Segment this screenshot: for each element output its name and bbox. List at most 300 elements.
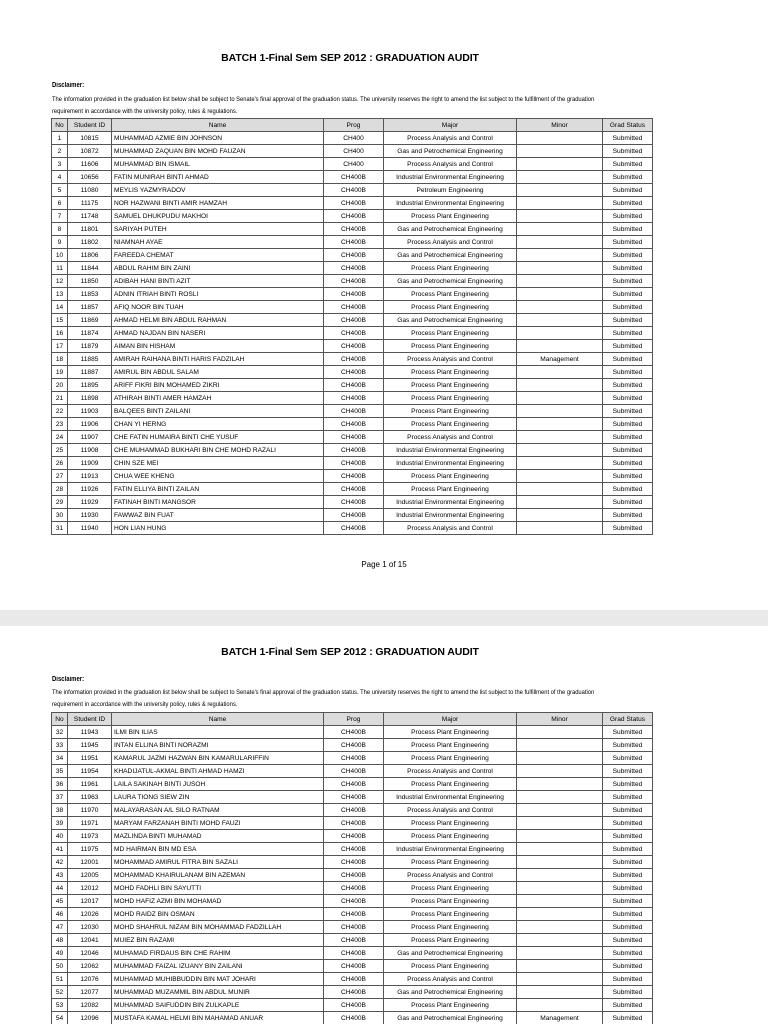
- cell-minor: [517, 470, 603, 483]
- cell-name: MALAYARASAN A/L SILO RATNAM: [112, 804, 324, 817]
- cell-grad-status: Submitted: [603, 197, 653, 210]
- table-row: [52, 340, 653, 353]
- cell-student-id: 12030: [68, 921, 112, 934]
- cell-prog: CH400B: [324, 960, 384, 973]
- cell-no: 43: [52, 869, 68, 882]
- cell-major: Process Plant Engineering: [384, 301, 517, 314]
- table-row: [52, 483, 653, 496]
- cell-minor: [517, 418, 603, 431]
- cell-minor: [517, 895, 603, 908]
- cell-no: 48: [52, 934, 68, 947]
- cell-major: Process Plant Engineering: [384, 752, 517, 765]
- cell-minor: [517, 509, 603, 522]
- cell-grad-status: Submitted: [603, 817, 653, 830]
- table-body: [52, 726, 653, 1024]
- table-row: [52, 444, 653, 457]
- cell-minor: [517, 934, 603, 947]
- table-row: [52, 934, 653, 947]
- table-row: [52, 366, 653, 379]
- cell-name: MOHD FADHLI BIN SAYUTTI: [112, 882, 324, 895]
- cell-no: 24: [52, 431, 68, 444]
- table-row: [52, 223, 653, 236]
- cell-grad-status: Submitted: [603, 522, 653, 535]
- cell-major: Gas and Petrochemical Engineering: [384, 1012, 517, 1024]
- cell-prog: CH400: [324, 158, 384, 171]
- cell-major: Process Plant Engineering: [384, 262, 517, 275]
- cell-grad-status: Submitted: [603, 934, 653, 947]
- cell-minor: [517, 986, 603, 999]
- cell-minor: [517, 960, 603, 973]
- cell-prog: CH400: [324, 145, 384, 158]
- cell-minor: Management: [517, 1012, 603, 1024]
- cell-no: 26: [52, 457, 68, 470]
- disclaimer-label: Disclaimer:: [52, 676, 85, 683]
- cell-no: 28: [52, 483, 68, 496]
- cell-prog: CH400B: [324, 947, 384, 960]
- cell-no: 49: [52, 947, 68, 960]
- cell-no: 9: [52, 236, 68, 249]
- cell-major: Process Analysis and Control: [384, 236, 517, 249]
- cell-major: Gas and Petrochemical Engineering: [384, 275, 517, 288]
- cell-prog: CH400B: [324, 392, 384, 405]
- cell-minor: [517, 457, 603, 470]
- cell-grad-status: Submitted: [603, 843, 653, 856]
- table-row: [52, 869, 653, 882]
- cell-prog: CH400B: [324, 353, 384, 366]
- cell-minor: [517, 947, 603, 960]
- cell-student-id: 12001: [68, 856, 112, 869]
- cell-no: 38: [52, 804, 68, 817]
- cell-major: Process Analysis and Control: [384, 353, 517, 366]
- table-row: [52, 392, 653, 405]
- table-body: [52, 132, 653, 535]
- cell-major: Industrial Environmental Engineering: [384, 197, 517, 210]
- cell-minor: [517, 171, 603, 184]
- cell-minor: [517, 739, 603, 752]
- cell-prog: CH400B: [324, 431, 384, 444]
- cell-prog: CH400B: [324, 856, 384, 869]
- cell-prog: CH400B: [324, 973, 384, 986]
- cell-student-id: 11869: [68, 314, 112, 327]
- cell-name: CHIN SZE MEI: [112, 457, 324, 470]
- cell-minor: [517, 223, 603, 236]
- cell-prog: CH400B: [324, 882, 384, 895]
- cell-no: 5: [52, 184, 68, 197]
- cell-student-id: 12077: [68, 986, 112, 999]
- cell-grad-status: Submitted: [603, 496, 653, 509]
- cell-student-id: 11943: [68, 726, 112, 739]
- table-row: [52, 327, 653, 340]
- cell-no: 29: [52, 496, 68, 509]
- cell-no: 10: [52, 249, 68, 262]
- cell-student-id: 12062: [68, 960, 112, 973]
- table-row: [52, 431, 653, 444]
- cell-minor: [517, 752, 603, 765]
- cell-prog: CH400B: [324, 184, 384, 197]
- table-row: [52, 921, 653, 934]
- cell-prog: CH400: [324, 132, 384, 145]
- cell-name: NIAMNAH AYAE: [112, 236, 324, 249]
- cell-grad-status: Submitted: [603, 470, 653, 483]
- cell-student-id: 11909: [68, 457, 112, 470]
- cell-no: 18: [52, 353, 68, 366]
- cell-major: Process Plant Engineering: [384, 856, 517, 869]
- cell-no: 8: [52, 223, 68, 236]
- table-row: [52, 145, 653, 158]
- cell-name: LAILA SAKINAH BINTI JUSOH: [112, 778, 324, 791]
- cell-major: Process Analysis and Control: [384, 522, 517, 535]
- cell-grad-status: Submitted: [603, 856, 653, 869]
- cell-name: MOHD RAIDZ BIN OSMAN: [112, 908, 324, 921]
- cell-student-id: 11971: [68, 817, 112, 830]
- table-row: [52, 726, 653, 739]
- cell-name: MUSTAFA KAMAL HELMI BIN MAHAMAD ANUAR: [112, 1012, 324, 1024]
- cell-minor: [517, 856, 603, 869]
- cell-grad-status: Submitted: [603, 405, 653, 418]
- cell-minor: [517, 392, 603, 405]
- table-row: [52, 947, 653, 960]
- cell-minor: [517, 882, 603, 895]
- cell-major: Process Plant Engineering: [384, 726, 517, 739]
- cell-prog: CH400B: [324, 522, 384, 535]
- cell-name: HON LIAN HUNG: [112, 522, 324, 535]
- cell-prog: CH400B: [324, 908, 384, 921]
- cell-student-id: 11887: [68, 366, 112, 379]
- cell-minor: [517, 843, 603, 856]
- cell-major: Process Analysis and Control: [384, 765, 517, 778]
- cell-name: MUHAMAD FIRDAUS BIN CHE RAHIM: [112, 947, 324, 960]
- table-row: [52, 171, 653, 184]
- cell-no: 13: [52, 288, 68, 301]
- cell-name: SARIYAH PUTEH: [112, 223, 324, 236]
- cell-no: 1: [52, 132, 68, 145]
- cell-minor: [517, 921, 603, 934]
- cell-name: MUHAMMAD AZMIE BIN JOHNSON: [112, 132, 324, 145]
- table-header-row: [52, 713, 653, 726]
- cell-minor: [517, 249, 603, 262]
- cell-student-id: 11874: [68, 327, 112, 340]
- cell-grad-status: Submitted: [603, 275, 653, 288]
- cell-no: 2: [52, 145, 68, 158]
- cell-no: 44: [52, 882, 68, 895]
- cell-name: BALQEES BINTI ZAILANI: [112, 405, 324, 418]
- cell-minor: [517, 804, 603, 817]
- cell-grad-status: Submitted: [603, 895, 653, 908]
- cell-name: CHE MUHAMMAD BUKHARI BIN CHE MOHD RAZALI: [112, 444, 324, 457]
- cell-name: CHAN YI HERNG: [112, 418, 324, 431]
- cell-grad-status: Submitted: [603, 457, 653, 470]
- cell-name: SAMUEL DHUKPUDU MAKHOI: [112, 210, 324, 223]
- cell-minor: [517, 483, 603, 496]
- cell-major: Industrial Environmental Engineering: [384, 171, 517, 184]
- table-row: [52, 895, 653, 908]
- disclaimer-line-1: The information provided in the graduation list below shall be subject to Senate's final approval of the graduation status. The university reserves the right to amend the list subject to the fulfillment of the graduation: [52, 96, 595, 103]
- cell-prog: CH400B: [324, 509, 384, 522]
- cell-prog: CH400B: [324, 275, 384, 288]
- cell-student-id: 11908: [68, 444, 112, 457]
- cell-name: MAZLINDA BINTI MUHAMAD: [112, 830, 324, 843]
- cell-student-id: 11963: [68, 791, 112, 804]
- cell-student-id: 11913: [68, 470, 112, 483]
- cell-prog: CH400B: [324, 262, 384, 275]
- column-header: Prog: [324, 119, 384, 132]
- cell-major: Process Plant Engineering: [384, 908, 517, 921]
- cell-student-id: 12005: [68, 869, 112, 882]
- cell-no: 21: [52, 392, 68, 405]
- cell-name: FATINAH BINTI MANGSOR: [112, 496, 324, 509]
- table-row: [52, 522, 653, 535]
- cell-grad-status: Submitted: [603, 314, 653, 327]
- cell-no: 33: [52, 739, 68, 752]
- cell-minor: [517, 197, 603, 210]
- cell-minor: [517, 830, 603, 843]
- cell-grad-status: Submitted: [603, 158, 653, 171]
- cell-student-id: 12012: [68, 882, 112, 895]
- cell-no: 30: [52, 509, 68, 522]
- cell-major: Gas and Petrochemical Engineering: [384, 145, 517, 158]
- cell-major: Process Plant Engineering: [384, 778, 517, 791]
- cell-grad-status: Submitted: [603, 431, 653, 444]
- cell-student-id: 11975: [68, 843, 112, 856]
- cell-student-id: 12026: [68, 908, 112, 921]
- cell-minor: [517, 791, 603, 804]
- column-header: Name: [112, 713, 324, 726]
- cell-student-id: 11926: [68, 483, 112, 496]
- table-row: [52, 236, 653, 249]
- cell-prog: CH400B: [324, 752, 384, 765]
- cell-name: AMIRAH RAIHANA BINTI HARIS FADZILAH: [112, 353, 324, 366]
- cell-student-id: 11898: [68, 392, 112, 405]
- table-row: [52, 973, 653, 986]
- cell-name: MOHD HAFIZ AZMI BIN MOHAMAD: [112, 895, 324, 908]
- cell-no: 6: [52, 197, 68, 210]
- cell-minor: [517, 869, 603, 882]
- cell-name: MUHAMMAD MUZAMMIL BIN ABDUL MUNIR: [112, 986, 324, 999]
- cell-student-id: 12096: [68, 1012, 112, 1024]
- table-row: [52, 262, 653, 275]
- cell-minor: [517, 340, 603, 353]
- cell-grad-status: Submitted: [603, 132, 653, 145]
- cell-major: Industrial Environmental Engineering: [384, 444, 517, 457]
- cell-name: MOHD SHAHRUL NIZAM BIN MOHAMMAD FADZILLAH: [112, 921, 324, 934]
- cell-grad-status: Submitted: [603, 223, 653, 236]
- cell-grad-status: Submitted: [603, 804, 653, 817]
- cell-grad-status: Submitted: [603, 947, 653, 960]
- table-row: [52, 817, 653, 830]
- cell-no: 51: [52, 973, 68, 986]
- cell-name: ADNIN ITRIAH BINTI ROSLI: [112, 288, 324, 301]
- cell-major: Process Analysis and Control: [384, 869, 517, 882]
- cell-student-id: 11940: [68, 522, 112, 535]
- table-header-row: [52, 119, 653, 132]
- cell-grad-status: Submitted: [603, 791, 653, 804]
- cell-name: MARYAM FARZANAH BINTI MOHD FAUZI: [112, 817, 324, 830]
- cell-student-id: 12076: [68, 973, 112, 986]
- disclaimer-line-1: The information provided in the graduation list below shall be subject to Senate's final approval of the graduation status. The university reserves the right to amend the list subject to the fulfillment of the graduation: [52, 689, 595, 696]
- cell-prog: CH400B: [324, 739, 384, 752]
- cell-no: 32: [52, 726, 68, 739]
- cell-major: Industrial Environmental Engineering: [384, 496, 517, 509]
- cell-prog: CH400B: [324, 223, 384, 236]
- table-row: [52, 288, 653, 301]
- cell-grad-status: Submitted: [603, 765, 653, 778]
- cell-minor: [517, 366, 603, 379]
- cell-no: 45: [52, 895, 68, 908]
- cell-grad-status: Submitted: [603, 960, 653, 973]
- cell-prog: CH400B: [324, 444, 384, 457]
- column-header: Prog: [324, 713, 384, 726]
- cell-major: Process Plant Engineering: [384, 288, 517, 301]
- cell-name: AHMAD HELMI BIN ABDUL RAHMAN: [112, 314, 324, 327]
- disclaimer-label: Disclaimer:: [52, 82, 85, 89]
- cell-major: Process Analysis and Control: [384, 431, 517, 444]
- table-row: [52, 999, 653, 1012]
- table-row: [52, 804, 653, 817]
- cell-major: Process Analysis and Control: [384, 804, 517, 817]
- table-row: [52, 960, 653, 973]
- cell-minor: [517, 262, 603, 275]
- cell-major: Gas and Petrochemical Engineering: [384, 249, 517, 262]
- cell-prog: CH400B: [324, 791, 384, 804]
- cell-no: 53: [52, 999, 68, 1012]
- cell-name: ILMI BIN ILIAS: [112, 726, 324, 739]
- cell-student-id: 11970: [68, 804, 112, 817]
- cell-prog: CH400B: [324, 999, 384, 1012]
- cell-prog: CH400B: [324, 1012, 384, 1024]
- cell-grad-status: Submitted: [603, 301, 653, 314]
- cell-no: 12: [52, 275, 68, 288]
- cell-name: KAMARUL JAZMI HAZWAN BIN KAMARULARIFFIN: [112, 752, 324, 765]
- cell-name: AMIRUL BIN ABDUL SALAM: [112, 366, 324, 379]
- cell-student-id: 11844: [68, 262, 112, 275]
- cell-grad-status: Submitted: [603, 921, 653, 934]
- table-row: [52, 405, 653, 418]
- cell-no: 41: [52, 843, 68, 856]
- cell-student-id: 11885: [68, 353, 112, 366]
- page-title: BATCH 1-Final Sem SEP 2012 : GRADUATION AUDIT: [221, 52, 479, 64]
- cell-student-id: 10656: [68, 171, 112, 184]
- column-header: No: [52, 713, 68, 726]
- cell-name: CHE FATIN HUMAIRA BINTI CHE YUSUF: [112, 431, 324, 444]
- cell-student-id: 11801: [68, 223, 112, 236]
- table-row: [52, 210, 653, 223]
- column-header: Student ID: [68, 119, 112, 132]
- cell-name: MUHAMMAD BIN ISMAIL: [112, 158, 324, 171]
- cell-student-id: 11850: [68, 275, 112, 288]
- cell-prog: CH400B: [324, 288, 384, 301]
- cell-prog: CH400B: [324, 470, 384, 483]
- table-row: [52, 470, 653, 483]
- cell-no: 46: [52, 908, 68, 921]
- cell-name: FATIN MUNIRAH BINTI AHMAD: [112, 171, 324, 184]
- cell-name: MUHAMMAD MUHIBBUDDIN BIN MAT JOHARI: [112, 973, 324, 986]
- cell-grad-status: Submitted: [603, 392, 653, 405]
- table-row: [52, 752, 653, 765]
- cell-minor: [517, 314, 603, 327]
- table-row: [52, 314, 653, 327]
- table-row: [52, 184, 653, 197]
- cell-student-id: 12082: [68, 999, 112, 1012]
- cell-grad-status: Submitted: [603, 752, 653, 765]
- cell-no: 11: [52, 262, 68, 275]
- cell-name: ADIBAH HANI BINTI AZIT: [112, 275, 324, 288]
- cell-no: 39: [52, 817, 68, 830]
- cell-no: 42: [52, 856, 68, 869]
- cell-no: 23: [52, 418, 68, 431]
- cell-name: MUHAMMAD ZAQUAN BIN MOHD FAUZAN: [112, 145, 324, 158]
- cell-student-id: 11930: [68, 509, 112, 522]
- cell-minor: Management: [517, 353, 603, 366]
- cell-student-id: 11954: [68, 765, 112, 778]
- cell-prog: CH400B: [324, 496, 384, 509]
- cell-student-id: 11857: [68, 301, 112, 314]
- cell-minor: [517, 210, 603, 223]
- cell-major: Industrial Environmental Engineering: [384, 457, 517, 470]
- cell-name: INTAN ELLINA BINTI NORAZMI: [112, 739, 324, 752]
- cell-grad-status: Submitted: [603, 366, 653, 379]
- cell-grad-status: Submitted: [603, 1012, 653, 1024]
- cell-student-id: 11806: [68, 249, 112, 262]
- table-row: [52, 457, 653, 470]
- page-number: Page 1 of 15: [361, 560, 407, 569]
- cell-major: Process Analysis and Control: [384, 973, 517, 986]
- cell-no: 7: [52, 210, 68, 223]
- cell-prog: CH400B: [324, 869, 384, 882]
- cell-prog: CH400B: [324, 830, 384, 843]
- cell-major: Process Analysis and Control: [384, 158, 517, 171]
- graduation-table: [51, 712, 653, 1024]
- cell-prog: CH400B: [324, 197, 384, 210]
- cell-no: 40: [52, 830, 68, 843]
- cell-major: Gas and Petrochemical Engineering: [384, 947, 517, 960]
- cell-grad-status: Submitted: [603, 418, 653, 431]
- cell-minor: [517, 145, 603, 158]
- cell-student-id: 11951: [68, 752, 112, 765]
- cell-major: Process Plant Engineering: [384, 817, 517, 830]
- table-row: [52, 275, 653, 288]
- table-row: [52, 132, 653, 145]
- column-header: Major: [384, 713, 517, 726]
- cell-grad-status: Submitted: [603, 249, 653, 262]
- cell-name: AHMAD NAJDAN BIN NASERI: [112, 327, 324, 340]
- cell-student-id: 11895: [68, 379, 112, 392]
- cell-name: CHUA WEE KHENG: [112, 470, 324, 483]
- cell-minor: [517, 158, 603, 171]
- cell-major: Industrial Environmental Engineering: [384, 843, 517, 856]
- cell-name: KHADIJATUL-AKMAL BINTI AHMAD HAMZI: [112, 765, 324, 778]
- cell-major: Process Plant Engineering: [384, 327, 517, 340]
- cell-major: Process Plant Engineering: [384, 470, 517, 483]
- cell-minor: [517, 301, 603, 314]
- cell-minor: [517, 765, 603, 778]
- column-header: Major: [384, 119, 517, 132]
- table-row: [52, 158, 653, 171]
- cell-major: Process Plant Engineering: [384, 921, 517, 934]
- cell-prog: CH400B: [324, 817, 384, 830]
- cell-prog: CH400B: [324, 171, 384, 184]
- column-header: Student ID: [68, 713, 112, 726]
- cell-major: Process Plant Engineering: [384, 340, 517, 353]
- table-row: [52, 739, 653, 752]
- cell-major: Process Plant Engineering: [384, 739, 517, 752]
- column-header: Minor: [517, 119, 603, 132]
- cell-prog: CH400B: [324, 301, 384, 314]
- cell-prog: CH400B: [324, 379, 384, 392]
- cell-major: Process Plant Engineering: [384, 210, 517, 223]
- cell-grad-status: Submitted: [603, 171, 653, 184]
- table-row: [52, 830, 653, 843]
- table-row: [52, 249, 653, 262]
